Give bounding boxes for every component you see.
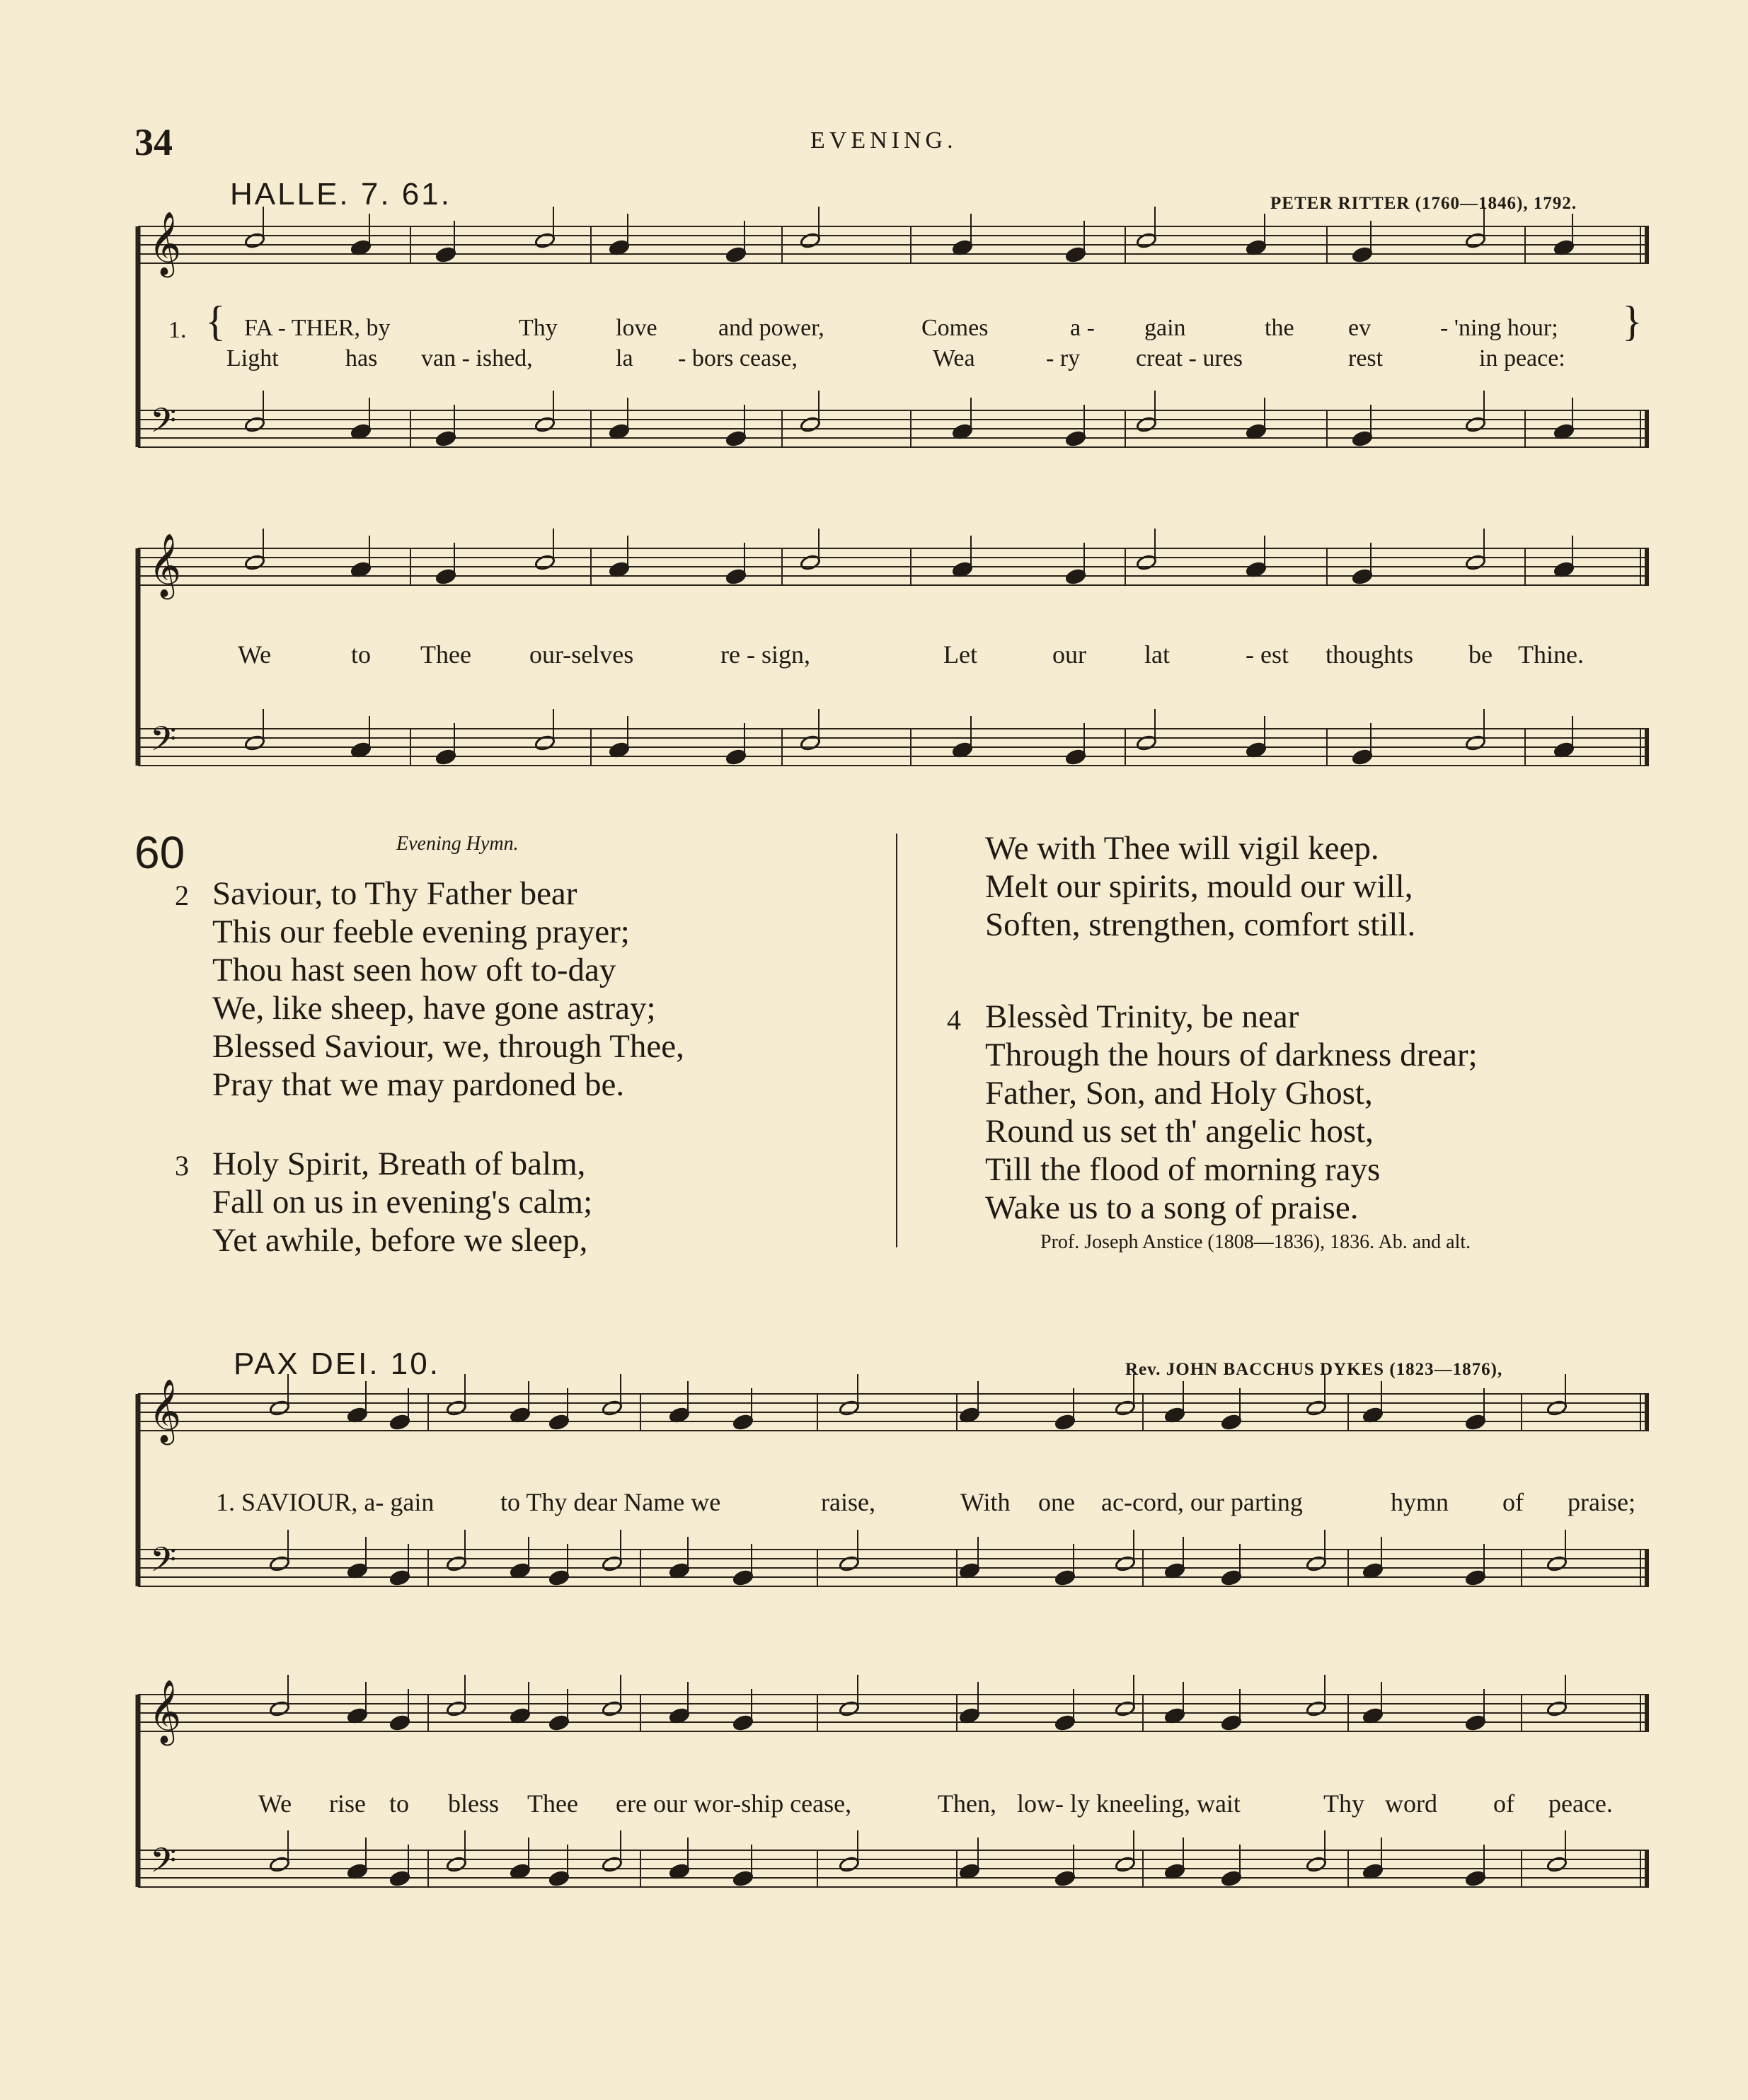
note-head (732, 1714, 754, 1731)
note-head (244, 554, 265, 571)
note-head (244, 734, 265, 751)
lyric: Thine. (1518, 640, 1584, 669)
note-head (1054, 1714, 1076, 1731)
treble-clef-icon: 𝄞 (149, 533, 182, 597)
stanza-4 (985, 998, 1478, 1227)
note-head (244, 232, 265, 249)
stanza-line: Round us set th' angelic host, (985, 1113, 1374, 1150)
stanza-line: Thou hast seen how oft to-day (212, 952, 616, 988)
lyric: - 'ning hour; (1440, 315, 1558, 341)
note-head (1136, 232, 1157, 249)
note-head (732, 1870, 754, 1887)
note-head (602, 1700, 623, 1717)
note-head (839, 1400, 860, 1417)
stanza-line: Blessèd Trinity, be near (985, 998, 1299, 1035)
hymn-number: 60 (134, 827, 185, 878)
lyric: Light (226, 345, 279, 371)
lyric: the (1265, 315, 1294, 341)
note-head (244, 416, 265, 433)
note-head (1115, 1555, 1136, 1572)
note-head (800, 416, 821, 433)
note-head (548, 1714, 570, 1731)
lyric: of (1493, 1789, 1514, 1818)
stanza-line: This our feeble evening prayer; (212, 913, 630, 950)
stanza-number: 3 (175, 1150, 189, 1182)
note-head (1465, 232, 1486, 249)
lyric: Then, (938, 1789, 996, 1818)
lyric: van - ished, (421, 345, 533, 371)
note-head (839, 1856, 860, 1873)
column-rule (896, 833, 897, 1247)
lyric: creat - ures (1136, 345, 1243, 371)
note-head (1546, 1555, 1568, 1572)
note-head (1065, 749, 1086, 766)
lyric: 1. SAVIOUR, a- gain (216, 1488, 435, 1516)
note-head (725, 568, 747, 585)
note-head (1465, 554, 1486, 571)
note-head (389, 1414, 410, 1431)
lyric: word (1385, 1789, 1437, 1818)
note-head (602, 1400, 623, 1417)
stanza-3a (212, 1145, 592, 1259)
note-head (548, 1414, 570, 1431)
note-head (800, 734, 821, 751)
brace-right: } (1622, 298, 1643, 345)
lyric: of (1502, 1488, 1524, 1516)
lyric: With (960, 1488, 1011, 1516)
stanza-3b (985, 829, 1415, 944)
note-head (1465, 734, 1486, 751)
lyric: Thee (420, 640, 471, 669)
lyric: lat (1144, 640, 1170, 669)
lyric: Let (943, 640, 977, 669)
note-head (839, 1700, 860, 1717)
stanza-line: Yet awhile, before we sleep, (212, 1222, 588, 1259)
hymn-title: Evening Hymn. (396, 833, 519, 855)
lyric: - est (1246, 640, 1289, 669)
lyric: in peace: (1479, 345, 1565, 371)
lyric: ac-cord, our parting (1101, 1488, 1303, 1516)
treble-clef-icon: 𝄞 (149, 1379, 182, 1443)
composer-ritter: PETER RITTER (1760—1846), 1792. (1270, 194, 1577, 213)
stanza-line: Through the hours of darkness drear; (985, 1037, 1478, 1073)
stanza-marker: 1. (168, 317, 187, 343)
note-head (1115, 1400, 1136, 1417)
note-head (389, 1870, 410, 1887)
note-head (800, 554, 821, 571)
lyric: Wea (933, 345, 975, 371)
lyric: bless (448, 1789, 499, 1818)
note-head (1136, 734, 1157, 751)
lyric: Comes (921, 315, 989, 341)
stanza-line: We with Thee will vigil keep. (985, 830, 1379, 867)
note-head (1465, 416, 1486, 433)
note-head (435, 568, 456, 585)
treble-clef-icon: 𝄞 (149, 1680, 182, 1743)
stanza-number: 4 (947, 1004, 961, 1036)
note-head (602, 1856, 623, 1873)
note-head (1465, 1569, 1486, 1586)
stanza-line: Pray that we may pardoned be. (212, 1066, 625, 1103)
stanza-line: Wake us to a song of praise. (985, 1189, 1359, 1226)
note-head (435, 246, 456, 263)
note-head (389, 1714, 410, 1731)
composer-dykes: Rev. JOHN BACCHUS DYKES (1823—1876), (1125, 1360, 1503, 1379)
note-head (800, 232, 821, 249)
note-head (1065, 430, 1086, 447)
note-head (446, 1700, 467, 1717)
lyric: FA - THER, by (244, 315, 391, 341)
bass-clef-icon: 𝄢 (150, 400, 177, 449)
stanza-line: Melt our spirits, mould our will, (985, 868, 1413, 905)
lyric: one (1038, 1488, 1075, 1516)
lyric: Thy (1323, 1789, 1364, 1818)
note-head (1465, 1414, 1486, 1431)
lyric: our (1052, 640, 1086, 669)
lyric: We (238, 640, 272, 669)
lyric: ere our wor-ship cease, (616, 1789, 852, 1818)
note-head (1546, 1856, 1568, 1873)
page-number: 34 (134, 121, 173, 163)
note-head (1306, 1856, 1327, 1873)
note-head (534, 416, 556, 433)
note-head (1546, 1400, 1568, 1417)
lyric: to Thy dear Name we (500, 1488, 721, 1516)
note-head (1054, 1870, 1076, 1887)
note-head (1115, 1856, 1136, 1873)
running-head: EVENING. (810, 127, 958, 154)
lyric: rise (329, 1789, 366, 1818)
lyric: thoughts (1326, 640, 1414, 669)
note-head (602, 1555, 623, 1572)
bass-clef-icon: 𝄢 (150, 1840, 177, 1888)
bass-clef-icon: 𝄢 (150, 1540, 177, 1588)
stanza-line: We, like sheep, have gone astray; (212, 990, 656, 1027)
lyric: rest (1348, 345, 1384, 371)
lyric: love (616, 315, 657, 341)
lyric: raise, (821, 1488, 875, 1516)
lyric: ev (1348, 315, 1372, 341)
note-head (269, 1400, 290, 1417)
lyric: and power, (718, 315, 824, 341)
note-head (1352, 749, 1373, 766)
note-head (1221, 1714, 1242, 1731)
lyric: to (351, 640, 372, 669)
stanza-line: Blessed Saviour, we, through Thee, (212, 1028, 684, 1065)
note-head (1352, 568, 1373, 585)
stanza-line: Till the flood of morning rays (985, 1151, 1381, 1188)
stanza-number: 2 (175, 879, 189, 911)
lyric: a - (1070, 315, 1095, 341)
note-head (1306, 1700, 1327, 1717)
note-head (269, 1555, 290, 1572)
lyric: to (389, 1789, 410, 1818)
note-head (725, 246, 747, 263)
note-head (446, 1856, 467, 1873)
note-head (1221, 1569, 1242, 1586)
lyric: has (345, 345, 378, 371)
lyric: gain (1144, 315, 1186, 341)
hymn-attribution: Prof. Joseph Anstice (1808—1836), 1836. Ab. and alt. (1040, 1231, 1471, 1253)
note-head (435, 749, 456, 766)
lyric: peace. (1548, 1789, 1613, 1818)
note-head (725, 430, 747, 447)
note-head (732, 1414, 754, 1431)
stanza-line: Fall on us in evening's calm; (212, 1184, 593, 1221)
lyric: re - sign, (720, 640, 810, 669)
lyric: Thee (527, 1789, 578, 1818)
note-head (1221, 1870, 1242, 1887)
note-head (269, 1856, 290, 1873)
note-head (1465, 1714, 1486, 1731)
note-head (1054, 1569, 1076, 1586)
note-head (446, 1555, 467, 1572)
note-head (1136, 416, 1157, 433)
note-head (1352, 430, 1373, 447)
stanza-line: Father, Son, and Holy Ghost, (985, 1075, 1373, 1112)
lyric: - bors cease, (678, 345, 798, 371)
note-head (446, 1400, 467, 1417)
stanza-line: Holy Spirit, Breath of balm, (212, 1146, 586, 1182)
lyric: - ry (1046, 345, 1081, 371)
note-head (1306, 1400, 1327, 1417)
note-head (1306, 1555, 1327, 1572)
note-head (534, 734, 556, 751)
lyric: We (258, 1789, 292, 1818)
note-head (435, 430, 456, 447)
stanza-2 (212, 875, 684, 1104)
note-head (1221, 1414, 1242, 1431)
note-head (725, 749, 747, 766)
brace-left: { (205, 298, 226, 345)
note-head (548, 1870, 570, 1887)
note-head (1065, 568, 1086, 585)
treble-clef-icon: 𝄞 (149, 212, 182, 275)
lyric: praise; (1568, 1488, 1635, 1516)
lyric: low- ly kneeling, wait (1017, 1789, 1241, 1818)
lyric: hymn (1391, 1488, 1449, 1516)
note-head (1465, 1870, 1486, 1887)
note-head (1054, 1414, 1076, 1431)
tune-name-halle: HALLE. 7. 61. (230, 177, 452, 212)
lyric: our-selves (529, 640, 634, 669)
note-head (548, 1569, 570, 1586)
note-head (534, 554, 556, 571)
note-head (1136, 554, 1157, 571)
note-head (732, 1569, 754, 1586)
stanza-line: Saviour, to Thy Father bear (212, 875, 577, 912)
note-head (1352, 246, 1373, 263)
note-head (839, 1555, 860, 1572)
note-head (534, 232, 556, 249)
note-head (1065, 246, 1086, 263)
lyric: Thy (519, 315, 558, 341)
lyric: be (1468, 640, 1493, 669)
stanza-line: Soften, strengthen, comfort still. (985, 906, 1416, 943)
bass-clef-icon: 𝄢 (150, 719, 177, 767)
note-head (1546, 1700, 1568, 1717)
tune-name-pax-dei: PAX DEI. 10. (234, 1346, 440, 1381)
lyric: la (616, 345, 633, 371)
note-head (389, 1569, 410, 1586)
note-head (269, 1700, 290, 1717)
note-head (1115, 1700, 1136, 1717)
